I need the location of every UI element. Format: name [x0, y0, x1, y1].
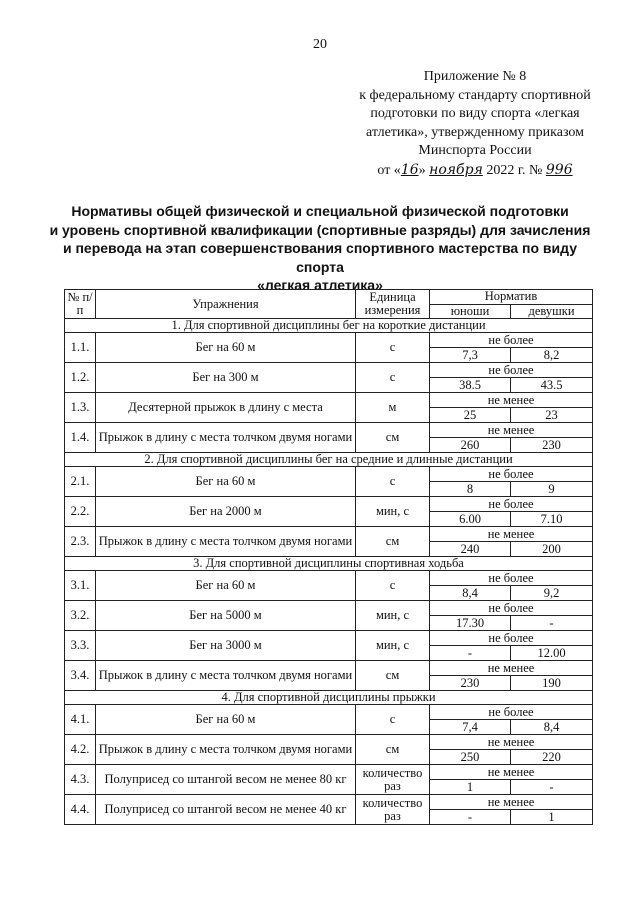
row-num: 2.3.	[65, 527, 96, 557]
row-condition: не более	[430, 467, 593, 482]
norms-table	[64, 289, 593, 825]
row-condition: не менее	[430, 661, 593, 676]
row-exercise: Прыжок в длину с места толчком двумя ногами	[96, 661, 356, 691]
table-row	[65, 497, 593, 512]
row-exercise: Полуприсед со штангой весом не менее 80 кг	[96, 765, 356, 795]
row-num: 1.2.	[65, 363, 96, 393]
header-boys: юноши	[430, 304, 511, 319]
row-exercise: Десятерной прыжок в длину с места	[96, 393, 356, 423]
handwritten-month: ноября	[429, 161, 483, 178]
table-row	[65, 795, 593, 810]
row-exercise: Прыжок в длину с места толчком двумя ногами	[96, 423, 356, 453]
section-row	[65, 319, 593, 333]
row-girls-value: 190	[511, 676, 593, 691]
row-unit: см	[356, 423, 430, 453]
row-boys-value: -	[430, 646, 511, 661]
order-date-line	[330, 161, 620, 181]
row-boys-value: 8	[430, 482, 511, 497]
handwritten-day: 16	[400, 161, 419, 178]
row-unit: с	[356, 467, 430, 497]
row-condition: не менее	[430, 795, 593, 810]
row-boys-value: 25	[430, 408, 511, 423]
row-num: 2.1.	[65, 467, 96, 497]
handwritten-order-number: 996	[545, 161, 573, 178]
header-norm: Норматив	[430, 290, 593, 305]
table-row	[65, 705, 593, 720]
row-boys-value: 8,4	[430, 586, 511, 601]
row-condition: не менее	[430, 765, 593, 780]
row-boys-value: 6.00	[430, 512, 511, 527]
row-girls-value: 200	[511, 542, 593, 557]
row-num: 1.3.	[65, 393, 96, 423]
row-num: 2.2.	[65, 497, 96, 527]
row-condition: не менее	[430, 423, 593, 438]
row-girls-value: 43.5	[511, 378, 593, 393]
row-boys-value: 230	[430, 676, 511, 691]
row-exercise: Бег на 60 м	[96, 571, 356, 601]
row-exercise: Бег на 60 м	[96, 467, 356, 497]
title-line: и уровень спортивной квалификации (спортивные разряды) для зачисления	[49, 221, 591, 238]
appendix-line: подготовки по виду спорта «легкая	[370, 106, 580, 122]
header-girls: девушки	[511, 304, 593, 319]
row-num: 3.2.	[65, 601, 96, 631]
row-num: 4.1.	[65, 705, 96, 735]
row-unit: с	[356, 705, 430, 735]
row-num: 1.1.	[65, 333, 96, 363]
row-girls-value: 8,4	[511, 720, 593, 735]
row-num: 1.4.	[65, 423, 96, 453]
row-girls-value: 9,2	[511, 586, 593, 601]
row-num: 3.3.	[65, 631, 96, 661]
row-girls-value: 1	[511, 810, 593, 825]
section-row	[65, 453, 593, 467]
row-condition: не более	[430, 497, 593, 512]
row-girls-value: -	[511, 780, 593, 795]
row-condition: не более	[430, 601, 593, 616]
row-exercise: Бег на 5000 м	[96, 601, 356, 631]
row-num: 4.3.	[65, 765, 96, 795]
row-unit: мин, с	[356, 601, 430, 631]
row-boys-value: 260	[430, 438, 511, 453]
year-text: 2022 г. №	[482, 162, 546, 178]
row-boys-value: 1	[430, 780, 511, 795]
row-boys-value: 240	[430, 542, 511, 557]
appendix-line: атлетика», утвержденному приказом	[365, 124, 584, 140]
row-num: 3.4.	[65, 661, 96, 691]
table-row	[65, 601, 593, 616]
table-row	[65, 423, 593, 438]
row-unit: с	[356, 333, 430, 363]
table-row	[65, 393, 593, 408]
row-condition: не более	[430, 363, 593, 378]
header-exercise: Упражнения	[96, 290, 356, 319]
row-exercise: Бег на 60 м	[96, 333, 356, 363]
date-mid: »	[418, 162, 430, 178]
section-title: 2. Для спортивной дисциплины бег на средние и длинные дистанции	[65, 453, 593, 467]
section-title: 4. Для спортивной дисциплины прыжки	[65, 691, 593, 705]
row-boys-value: 7,4	[430, 720, 511, 735]
row-condition: не более	[430, 705, 593, 720]
row-exercise: Бег на 3000 м	[96, 631, 356, 661]
row-unit: мин, с	[356, 497, 430, 527]
row-boys-value: 38.5	[430, 378, 511, 393]
row-exercise: Бег на 60 м	[96, 705, 356, 735]
row-boys-value: 7,3	[430, 348, 511, 363]
title-line: «легкая атлетика»	[257, 277, 383, 294]
appendix-line: Приложение № 8	[423, 69, 527, 84]
header-unit: Единица измерения	[356, 290, 430, 319]
section-title: 1. Для спортивной дисциплины бег на короткие дистанции	[65, 319, 593, 333]
norms-table-body	[65, 290, 593, 825]
row-girls-value: 9	[511, 482, 593, 497]
row-num: 4.2.	[65, 735, 96, 765]
row-girls-value: 7.10	[511, 512, 593, 527]
header-row	[65, 290, 593, 305]
table-row	[65, 631, 593, 646]
appendix-line: Минспорта России	[418, 143, 532, 159]
title-line: и перевода на этап совершенствования спортивного мастерства по виду спорта	[62, 240, 577, 275]
row-girls-value: 8,2	[511, 348, 593, 363]
row-unit: см	[356, 527, 430, 557]
row-exercise: Бег на 2000 м	[96, 497, 356, 527]
row-girls-value: -	[511, 616, 593, 631]
section-title: 3. Для спортивной дисциплины спортивная ходьба	[65, 557, 593, 571]
table-row	[65, 735, 593, 750]
row-condition: не более	[430, 571, 593, 586]
section-row	[65, 691, 593, 705]
row-exercise: Прыжок в длину с места толчком двумя ногами	[96, 735, 356, 765]
page-number: 20	[313, 37, 327, 52]
row-condition: не более	[430, 631, 593, 646]
row-exercise: Бег на 300 м	[96, 363, 356, 393]
row-unit: м	[356, 393, 430, 423]
title-line: Нормативы общей физической и специальной физической подготовки	[71, 203, 569, 219]
row-num: 3.1.	[65, 571, 96, 601]
header-num: № п/п	[65, 290, 96, 319]
row-unit: количество раз	[356, 765, 430, 795]
appendix-line: к федеральному стандарту спортивной	[359, 87, 591, 103]
table-row	[65, 571, 593, 586]
table-row	[65, 527, 593, 542]
row-exercise: Прыжок в длину с места толчком двумя ногами	[96, 527, 356, 557]
section-row	[65, 557, 593, 571]
table-row	[65, 765, 593, 780]
row-girls-value: 23	[511, 408, 593, 423]
table-row	[65, 467, 593, 482]
row-boys-value: 17.30	[430, 616, 511, 631]
row-exercise: Полуприсед со штангой весом не менее 40 кг	[96, 795, 356, 825]
row-num: 4.4.	[65, 795, 96, 825]
row-unit: с	[356, 363, 430, 393]
row-unit: с	[356, 571, 430, 601]
row-boys-value: -	[430, 810, 511, 825]
row-unit: см	[356, 661, 430, 691]
row-unit: см	[356, 735, 430, 765]
date-prefix: от «	[377, 162, 401, 178]
row-condition: не менее	[430, 393, 593, 408]
table-row	[65, 363, 593, 378]
row-girls-value: 220	[511, 750, 593, 765]
appendix-block	[330, 68, 620, 181]
table-row	[65, 333, 593, 348]
row-condition: не более	[430, 333, 593, 348]
row-condition: не менее	[430, 527, 593, 542]
row-boys-value: 250	[430, 750, 511, 765]
row-unit: количество раз	[356, 795, 430, 825]
row-condition: не менее	[430, 735, 593, 750]
document-title	[40, 202, 600, 295]
row-girls-value: 12.00	[511, 646, 593, 661]
row-unit: мин, с	[356, 631, 430, 661]
row-girls-value: 230	[511, 438, 593, 453]
table-row	[65, 661, 593, 676]
